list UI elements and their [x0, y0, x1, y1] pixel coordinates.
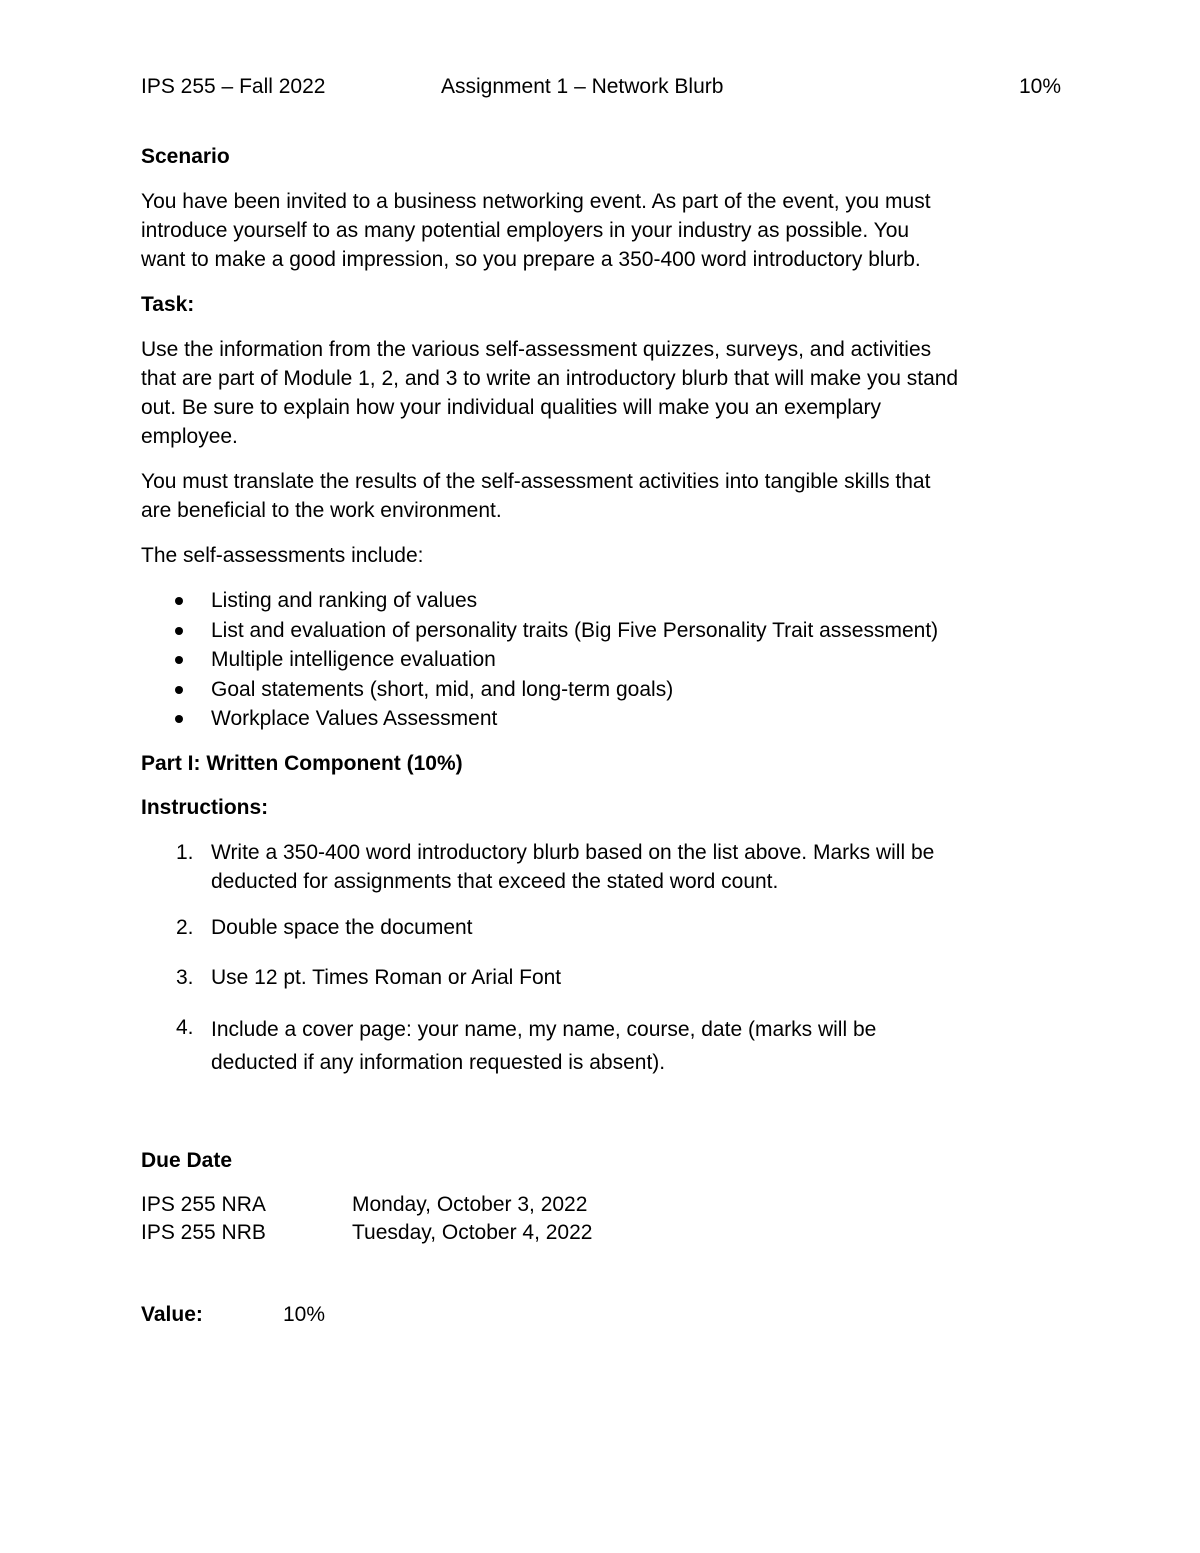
task-paragraph-2 — [141, 467, 1061, 525]
scenario-heading: Scenario — [141, 145, 230, 168]
instruction-line: Use 12 pt. Times Roman or Arial Font — [211, 966, 562, 989]
instruction-line: deducted if any information requested is absent). — [211, 1051, 666, 1074]
instruction-number: 3. — [176, 966, 194, 989]
instruction-line: Double space the document — [211, 916, 473, 939]
task-line: employee. — [141, 425, 238, 448]
due-date-heading: Due Date — [141, 1149, 233, 1172]
self-assessment-list — [141, 586, 1061, 734]
scenario-line: You have been invited to a business networking event. As part of the event, you must — [141, 190, 931, 213]
due-date: Tuesday, October 4, 2022 — [352, 1221, 593, 1244]
instruction-number: 4. — [176, 1016, 194, 1039]
task-paragraph-1 — [141, 335, 1061, 451]
task-line: Use the information from the various self-assessment quizzes, surveys, and activities — [141, 338, 932, 361]
list-item: Multiple intelligence evaluation — [141, 645, 1061, 675]
bullet-icon — [175, 656, 183, 664]
task-paragraph-3: The self-assessments include: — [141, 544, 424, 567]
instruction-number: 2. — [176, 916, 194, 939]
header-course: IPS 255 – Fall 2022 — [141, 75, 326, 98]
list-item: List and evaluation of personality traits (Big Five Personality Trait assessment) — [141, 616, 1061, 646]
instruction-number: 1. — [176, 841, 194, 864]
section-code: IPS 255 NRB — [141, 1221, 266, 1244]
list-item: Goal statements (short, mid, and long-term goals) — [141, 675, 1061, 705]
header-weight: 10% — [1018, 75, 1061, 98]
instruction-line: deducted for assignments that exceed the stated word count. — [211, 870, 779, 893]
task-line: are beneficial to the work environment. — [141, 499, 502, 522]
scenario-line: want to make a good impression, so you prepare a 350-400 word introductory blurb. — [141, 248, 921, 271]
scenario-line: introduce yourself to as many potential employers in your industry as possible. You — [141, 219, 910, 242]
due-date: Monday, October 3, 2022 — [352, 1193, 588, 1216]
header-assignment-title: Assignment 1 – Network Blurb — [441, 75, 724, 98]
scenario-paragraph — [141, 187, 1061, 274]
list-item: Workplace Values Assessment — [141, 704, 1061, 734]
task-line: out. Be sure to explain how your individual qualities will make you an exemplary — [141, 396, 882, 419]
task-heading: Task: — [141, 293, 195, 316]
value-amount: 10% — [283, 1303, 326, 1326]
task-line: that are part of Module 1, 2, and 3 to write an introductory blurb that will make you stand — [141, 367, 959, 390]
part1-heading: Part I: Written Component (10%) — [141, 752, 463, 775]
bullet-icon — [175, 715, 183, 723]
list-item: Listing and ranking of values — [141, 586, 1061, 616]
instruction-line: Include a cover page: your name, my name, course, date (marks will be — [211, 1018, 877, 1041]
task-line: You must translate the results of the self-assessment activities into tangible skills that — [141, 470, 931, 493]
bullet-icon — [175, 597, 183, 605]
value-label: Value: — [141, 1303, 203, 1326]
section-code: IPS 255 NRA — [141, 1193, 266, 1216]
page-header — [141, 72, 1061, 101]
instructions-heading: Instructions: — [141, 796, 269, 819]
instruction-line: Write a 350-400 word introductory blurb based on the list above. Marks will be — [211, 841, 935, 864]
bullet-icon — [175, 627, 183, 635]
bullet-icon — [175, 686, 183, 694]
